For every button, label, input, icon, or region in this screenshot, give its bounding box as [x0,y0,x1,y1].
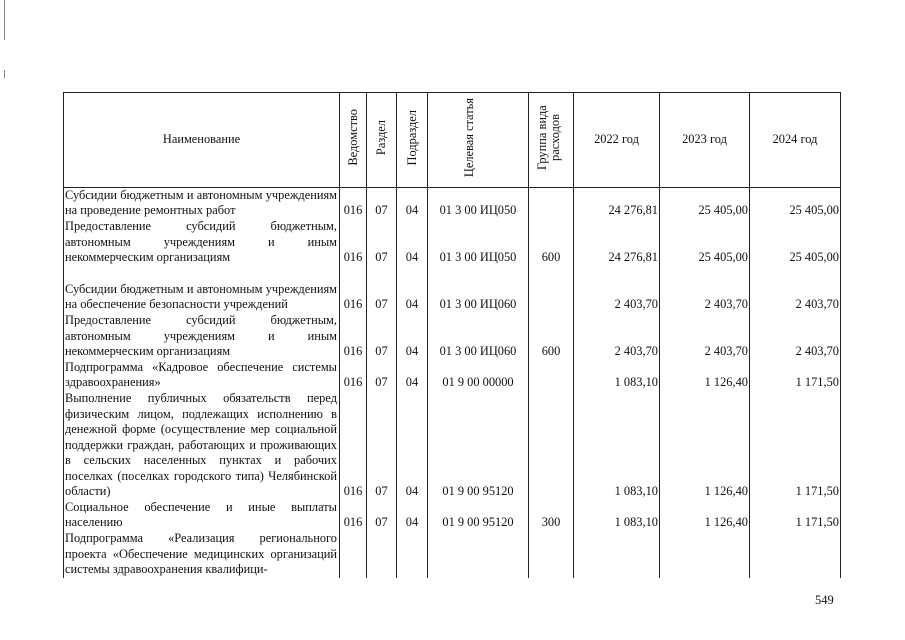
row-section: 07 [367,391,397,500]
row-2022: 24 276,81 [574,187,660,219]
row-2024 [750,531,841,578]
row-2023: 1 126,40 [660,391,750,500]
table-row [64,187,841,219]
row-target: 01 3 00 ИЦ060 [428,266,529,313]
row-group [529,531,574,578]
row-subsection [397,531,428,578]
row-section: 07 [367,500,397,531]
col-header-dept: Ведомство [340,93,367,188]
row-2022: 1 083,10 [574,391,660,500]
row-2024: 2 403,70 [750,266,841,313]
table-row [64,360,841,391]
row-2024: 1 171,50 [750,360,841,391]
row-2023: 25 405,00 [660,187,750,219]
col-header-name: Наименование [64,93,340,188]
scan-edge-mark [4,70,5,78]
row-group [529,187,574,219]
row-target [428,531,529,578]
row-dept: 016 [340,219,367,266]
row-name: Подпрограмма «Кадровое обеспечение системы здравоохранения» [64,360,340,391]
col-header-subsection: Подраздел [397,93,428,188]
row-section: 07 [367,266,397,313]
row-section [367,531,397,578]
col-header-2023: 2023 год [660,93,750,188]
table-row [64,391,841,500]
row-2022: 2 403,70 [574,266,660,313]
col-header-2024: 2024 год [750,93,841,188]
row-target: 01 9 00 95120 [428,500,529,531]
row-name: Субсидии бюджетным и автономным учреждениям на проведение ремонтных работ [64,187,340,219]
col-header-2022: 2022 год [574,93,660,188]
row-2022: 24 276,81 [574,219,660,266]
col-header-group: Группа вида расходов [529,93,574,188]
row-group [529,360,574,391]
row-target: 01 3 00 ИЦ050 [428,187,529,219]
row-2022: 1 083,10 [574,500,660,531]
row-2023: 25 405,00 [660,219,750,266]
row-dept [340,531,367,578]
header-row [64,93,841,188]
row-2024: 1 171,50 [750,500,841,531]
row-name: Предоставление субсидий бюджетным, автономным учреждениям и иным некоммерческим организациям [64,219,340,266]
row-2024: 2 403,70 [750,313,841,360]
row-group: 300 [529,500,574,531]
row-group: 600 [529,219,574,266]
row-dept: 016 [340,266,367,313]
scan-edge-mark [4,0,5,40]
row-2022 [574,531,660,578]
row-subsection: 04 [397,500,428,531]
table-row [64,219,841,266]
row-dept: 016 [340,391,367,500]
table-row [64,313,841,360]
row-subsection: 04 [397,391,428,500]
row-target: 01 3 00 ИЦ060 [428,313,529,360]
row-2022: 2 403,70 [574,313,660,360]
row-group [529,391,574,500]
row-section: 07 [367,219,397,266]
row-subsection: 04 [397,187,428,219]
row-2023: 1 126,40 [660,500,750,531]
row-name: Социальное обеспечение и иные выплаты населению [64,500,340,531]
row-section: 07 [367,313,397,360]
row-target: 01 9 00 00000 [428,360,529,391]
row-name: Предоставление субсидий бюджетным, автономным учреждениям и иным некоммерческим организациям [64,313,340,360]
row-group: 600 [529,313,574,360]
row-section: 07 [367,360,397,391]
row-2023: 2 403,70 [660,313,750,360]
row-2024: 1 171,50 [750,391,841,500]
row-subsection: 04 [397,360,428,391]
table-row [64,531,841,578]
row-2024: 25 405,00 [750,219,841,266]
row-dept: 016 [340,187,367,219]
row-name: Субсидии бюджетным и автономным учреждениям на обеспечение безопасности учреждений [64,266,340,313]
row-group [529,266,574,313]
row-target: 01 9 00 95120 [428,391,529,500]
col-header-target: Целевая статья [428,93,529,188]
table-row [64,266,841,313]
row-2023: 1 126,40 [660,360,750,391]
row-target: 01 3 00 ИЦ050 [428,219,529,266]
table-row [64,500,841,531]
row-name: Подпрограмма «Реализация регионального проекта «Обеспечение медицинских организаций системы здравоохранения квалифици- [64,531,340,578]
budget-table [63,92,841,578]
row-2024: 25 405,00 [750,187,841,219]
row-subsection: 04 [397,313,428,360]
row-dept: 016 [340,313,367,360]
row-dept: 016 [340,360,367,391]
row-subsection: 04 [397,266,428,313]
row-2022: 1 083,10 [574,360,660,391]
row-subsection: 04 [397,219,428,266]
page-number: 549 [815,593,834,607]
col-header-section: Раздел [367,93,397,188]
row-2023 [660,531,750,578]
row-2023: 2 403,70 [660,266,750,313]
row-section: 07 [367,187,397,219]
row-name: Выполнение публичных обязательств перед физическим лицом, подлежащих исполнению в денежной форме (осуществление мер социальной поддержки граждан, работающих и проживающих в сельских населенных пунктах и рабочих поселках (поселках городского типа) Челябинской области) [64,391,340,500]
row-dept: 016 [340,500,367,531]
